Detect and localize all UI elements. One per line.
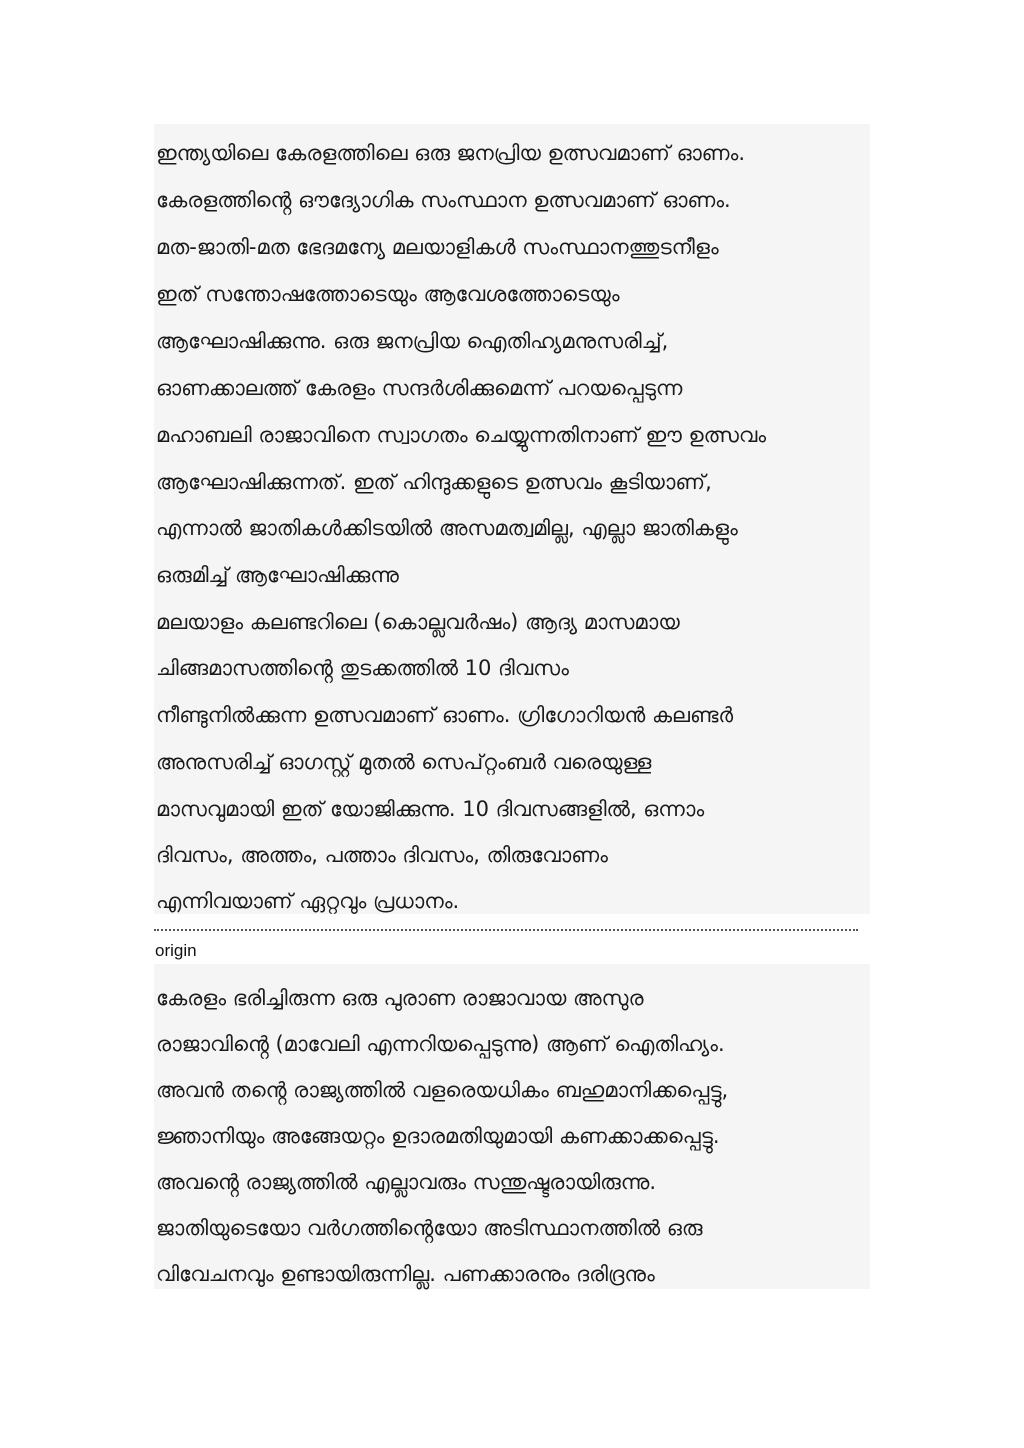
paragraph-line: ആഘോഷിക്കുന്നത്. ഇത് ഹിന്ദുക്കളുടെ ഉത്സവം കൂടിയാണ്, — [156, 470, 712, 494]
paragraph-line: ചിങ്ങമാസത്തിൻ്റെ തുടക്കത്തിൽ 10 ദിവസം — [156, 656, 569, 680]
paragraph-line: ഇന്ത്യയിലെ കേരളത്തിലെ ഒരു ജനപ്രിയ ഉത്സവമാണ് ഓണം. — [156, 141, 745, 165]
paragraph-line: ഓണക്കാലത്ത് കേരളം സന്ദർശിക്കുമെന്ന് പറയപ്പെടുന്ന — [156, 376, 683, 400]
dotted-divider — [154, 929, 858, 931]
text-block-onam-intro — [154, 124, 870, 914]
paragraph-line: അനുസരിച്ച് ഓഗസ്റ്റ് മുതൽ സെപ്റ്റംബർ വരെയുള്ള — [156, 750, 652, 774]
paragraph-line: മാസവുമായി ഇത് യോജിക്കുന്നു. 10 ദിവസങ്ങളിൽ, ഒന്നാം — [156, 797, 705, 821]
paragraph-line: മത-ജാതി-മത ഭേദമന്യേ മലയാളികൾ സംസ്ഥാനത്തുടനീളം — [156, 235, 719, 259]
paragraph-line: ഇത് സന്തോഷത്തോടെയും ആവേശത്തോടെയും — [156, 282, 620, 306]
paragraph-line: ആഘോഷിക്കുന്നു. ഒരു ജനപ്രിയ ഐതിഹ്യമനുസരിച്ച്, — [156, 329, 669, 353]
paragraph-line: കേരളം ഭരിച്ചിരുന്ന ഒരു പുരാണ രാജാവായ അസുര — [156, 986, 644, 1010]
paragraph-line: മഹാബലി രാജാവിനെ സ്വാഗതം ചെയ്യുന്നതിനാണ് ഈ ഉത്സവം — [156, 423, 767, 447]
paragraph-line: മലയാളം കലണ്ടറിലെ (കൊല്ലവർഷം) ആദ്യ മാസമായ — [156, 610, 680, 634]
text-block-origin — [154, 964, 870, 1289]
paragraph-line: അവൻ്റെ രാജ്യത്തിൽ എല്ലാവരും സന്തുഷ്ടരായിരുന്നു. — [156, 1170, 657, 1194]
paragraph-line: രാജാവിൻ്റെ (മാവേലി എന്നറിയപ്പെടുന്നു) ആണ് ഐതിഹ്യം. — [156, 1032, 725, 1056]
paragraph-line: നീണ്ടുനിൽക്കുന്ന ഉത്സവമാണ് ഓണം. ഗ്രിഗോറിയൻ കലണ്ടർ — [156, 703, 734, 727]
paragraph-line: ജാതിയുടെയോ വർഗത്തിൻ്റെയോ അടിസ്ഥാനത്തിൽ ഒരു — [156, 1216, 703, 1240]
paragraph-line: എന്നിവയാണ് ഏറ്റവും പ്രധാനം. — [156, 889, 460, 913]
section-label-origin: origin — [155, 941, 197, 960]
paragraph-line: കേരളത്തിൻ്റെ ഔദ്യോഗിക സംസ്ഥാന ഉത്സവമാണ് ഓണം. — [156, 188, 731, 212]
paragraph-line: എന്നാൽ ജാതികൾക്കിടയിൽ അസമത്വമില്ല, എല്ലാ ജാതികളും — [156, 516, 738, 540]
paragraph-line: ഒരുമിച്ച് ആഘോഷിക്കുന്നു — [156, 563, 399, 587]
paragraph-line: ദിവസം, അത്തം, പത്താം ദിവസം, തിരുവോണം — [156, 843, 608, 867]
paragraph-line: അവൻ തൻ്റെ രാജ്യത്തിൽ വളരെയധികം ബഹുമാനിക്കപ്പെട്ടു, — [156, 1078, 729, 1102]
paragraph-line: വിവേചനവും ഉണ്ടായിരുന്നില്ല. പണക്കാരനും ദരിദ്രനും — [156, 1262, 655, 1286]
paragraph-line: ജ്ഞാനിയും അങ്ങേയറ്റം ഉദാരമതിയുമായി കണക്കാക്കപ്പെട്ടു. — [156, 1124, 720, 1148]
